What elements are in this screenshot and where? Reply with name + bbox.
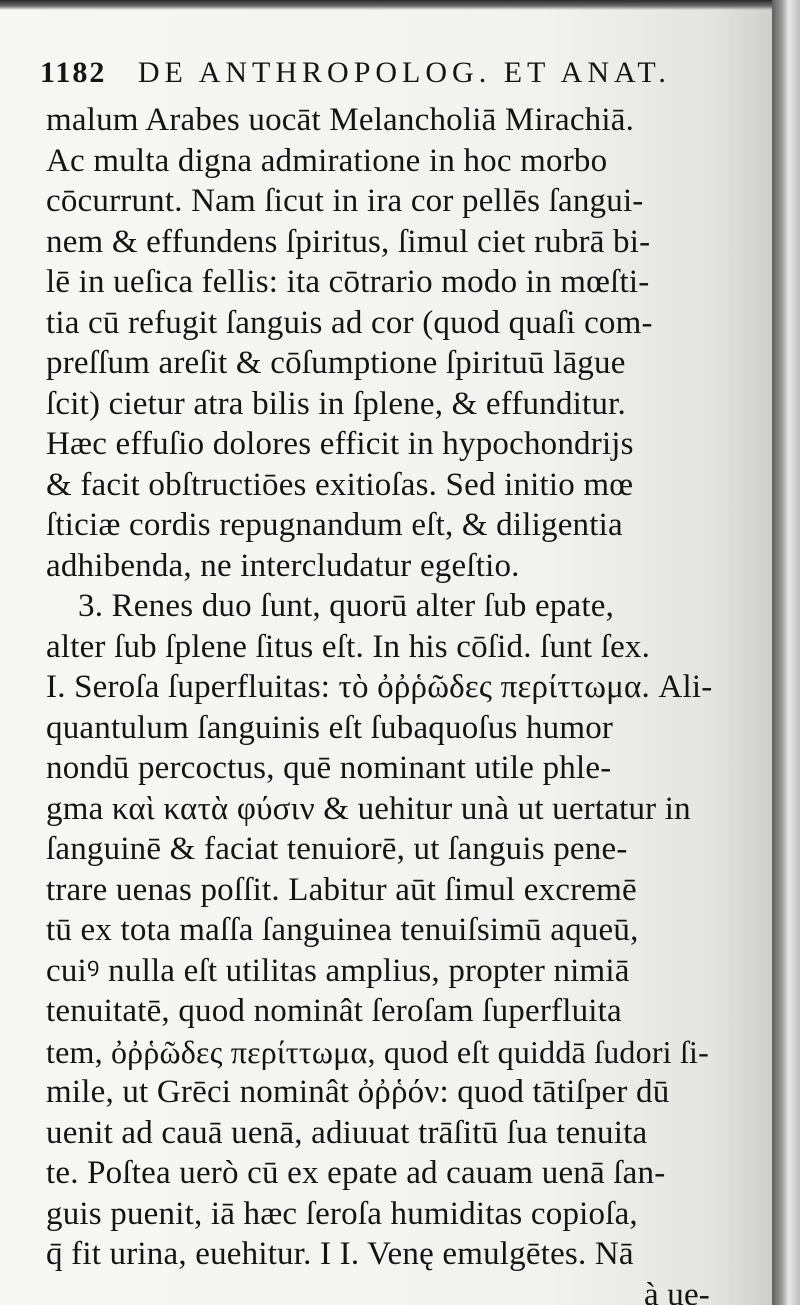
text-line: trare uenas poſſit. Labitur aūt ſimul excremē [46,871,637,908]
text-line: q̄ fit urina, euehitur. I I. Venę emulgētes. Nā [46,1236,634,1272]
text-line: cōcurrunt. Nam ſicut in ira cor pellēs ſangui- [46,183,644,219]
text-line: uenit ad cauā uenā, adiuuat trāſitū ſua tenuita [46,1114,648,1151]
running-title: DE ANTHROPOLOG. ET ANAT. [137,56,671,89]
text-line: cuiꝰ nulla eſt utilitas amplius, propter nimiā [46,952,630,989]
text-line: tem, ὀῤῥῶδες περίττωμα, quod eſt quiddā ſudori ſi- [46,1033,709,1070]
text-line: Ac multa digna admiratione in hoc morbo [46,142,608,179]
running-head [40,56,690,100]
text-line: te. Poſtea uerò cū ex epate ad cauam uenā ſan- [46,1155,666,1191]
text-line: nem & effundens ſpiritus, ſimul ciet rubrā bi- [46,223,651,260]
text-line: & facit obſtructiōes exitioſas. Sed initio mœ [46,466,634,503]
catchword: à ue- [643,1276,710,1305]
page-number: 1182 [40,56,107,89]
text-line: adhibenda, ne intercludatur egeſtio. [46,547,520,584]
text-line: gma καὶ κατὰ φύσιν & uehitur unà ut uertatur in [46,790,691,827]
text-line: tū ex tota maſſa ſanguinea tenuiſsimū aqueū, [46,912,639,948]
text-line: ſanguinē & faciat tenuiorē, ut ſanguis pene- [46,831,628,867]
text-line: tenuitatē, quod nominât ſeroſam ſuperfluita [46,993,622,1029]
book-gutter-shadow [772,0,800,1305]
text-line: ſticiæ cordis repugnandum eſt, & diligentia [46,507,623,543]
text-line: preſſum areſit & cōſumptione ſpirituū lāgue [46,345,626,381]
text-line: malum Arabes uocāt Melancholiā Mirachiā. [46,102,635,138]
text-line: alter ſub ſplene ſitus eſt. In his cōſid. ſunt ſex. [46,628,651,665]
text-line: I. Seroſa ſuperfluitas: τὸ ὀῤῥῶδες περίττωμα. Ali- [46,669,713,705]
text-line: tia cū refugit ſanguis ad cor (quod quaſi com- [46,304,653,341]
text-line: guis puenit, iā hæc ſeroſa humiditas copioſa, [46,1195,638,1232]
text-line: ſcit) cietur atra bilis in ſplene, & effunditur. [46,385,626,422]
text-block [46,100,714,1305]
text-line: mile, ut Grēci nominât ὀῤῥόν: quod tātiſper dū [46,1074,670,1110]
text-line: quantulum ſanguinis eſt ſubaquoſus humor [46,709,614,746]
page-top-edge [0,0,772,10]
section-start-line: 3. Renes duo ſunt, quorū alter ſub epate, [78,588,615,624]
text-line: lē in ueſica fellis: ita cōtrario modo in mœſti- [46,264,650,300]
text-line: Hæc effuſio dolores efficit in hypochondrijs [46,426,634,462]
text-line: nondū percoctus, quē nominant utile phle- [46,750,612,786]
